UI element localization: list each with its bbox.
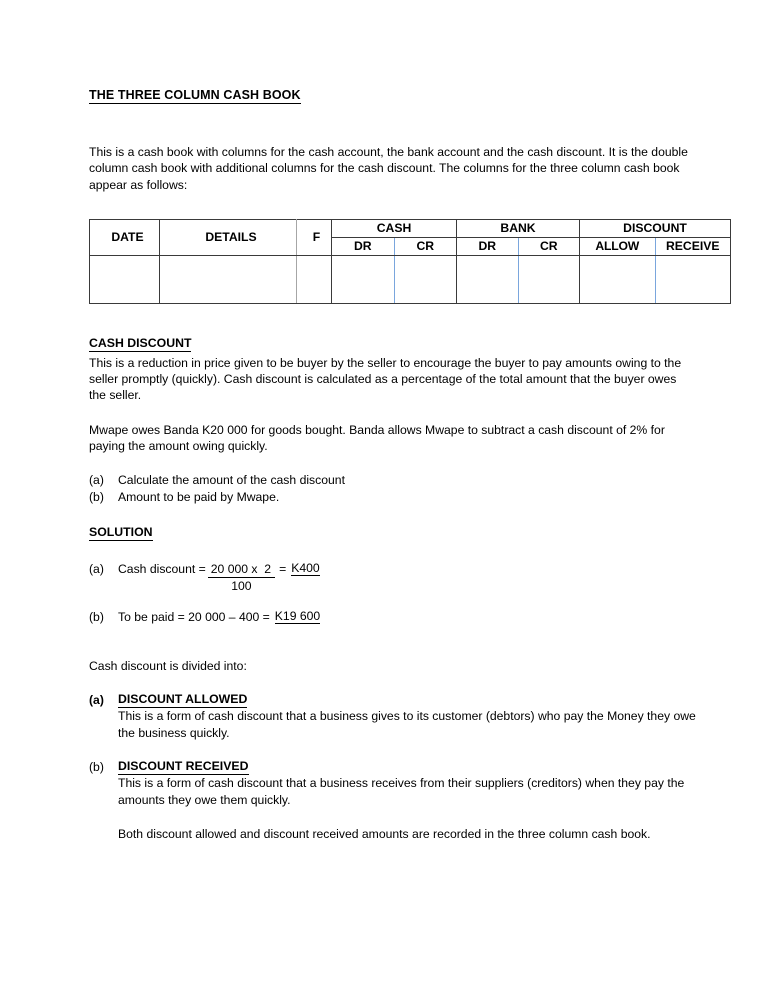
- header-discount: DISCOUNT: [580, 219, 731, 237]
- cash-discount-definition: This is a reduction in price given to be buyer by the seller to encourage the buyer to pay amounts owing to the seller promptly (quickly). Cash discount is calculated as a percentage of the total amount that the buyer owes the seller.: [89, 355, 682, 403]
- division-heading-b: DISCOUNT RECEIVED: [118, 759, 249, 775]
- cell-discount-receive[interactable]: [655, 255, 731, 303]
- header-f: F: [297, 219, 332, 255]
- division-item-a-heading-row: [89, 692, 708, 708]
- subheader-discount-receive: RECEIVE: [655, 237, 731, 255]
- cell-cash-cr[interactable]: [394, 255, 457, 303]
- three-column-cash-book-table: [89, 219, 731, 304]
- question-item-b: [89, 489, 708, 505]
- cash-discount-example: Mwape owes Banda K20 000 for goods bought. Banda allows Mwape to subtract a cash discount of 2% for paying the amount owing quickly.: [89, 422, 665, 454]
- subheader-bank-dr: DR: [457, 237, 519, 255]
- divisions-intro: Cash discount is divided into:: [89, 658, 247, 673]
- solution-fraction: [208, 561, 275, 595]
- question-label-a: (a): [89, 473, 104, 488]
- table-row: [90, 255, 731, 303]
- solution-text-a: Cash discount =: [118, 561, 206, 576]
- subheader-bank-cr: CR: [518, 237, 580, 255]
- header-cash: CASH: [332, 219, 457, 237]
- cell-cash-dr[interactable]: [332, 255, 395, 303]
- solution-heading: SOLUTION: [89, 524, 153, 539]
- solution-equals-a: =: [279, 561, 287, 576]
- intro-paragraph: This is a cash book with columns for the cash account, the bank account and the cash discount. It is the double column cash book with additional columns for the cash discount. The columns for the three column cash book appear as follows:: [89, 145, 688, 192]
- table-header-row: [90, 219, 731, 237]
- solution-label-a: (a): [89, 561, 104, 576]
- solution-part-b: [89, 609, 708, 625]
- question-label-b: (b): [89, 489, 104, 504]
- page-title-container: [89, 88, 708, 123]
- fraction-denominator: 100: [231, 579, 252, 594]
- division-heading-a: DISCOUNT ALLOWED: [118, 692, 247, 708]
- division-item-b-heading-row: [89, 759, 708, 775]
- cell-details[interactable]: [160, 255, 297, 303]
- question-item-a: [89, 472, 708, 488]
- solution-result-b: K19 600: [274, 608, 321, 623]
- cell-bank-cr[interactable]: [518, 255, 580, 303]
- cash-discount-heading: CASH DISCOUNT: [89, 335, 192, 350]
- division-body-a: This is a form of cash discount that a business gives to its customer (debtors) who pay the Money they owe the business quickly.: [118, 709, 696, 740]
- cell-f[interactable]: [297, 255, 332, 303]
- subheader-cash-cr: CR: [394, 237, 457, 255]
- subheader-cash-dr: DR: [332, 237, 395, 255]
- solution-text-b: To be paid = 20 000 – 400 =: [118, 609, 270, 624]
- subheader-discount-allow: ALLOW: [580, 237, 656, 255]
- division-body-b: This is a form of cash discount that a business receives from their suppliers (creditors) when they pay the amounts they owe them quickly.: [118, 776, 685, 807]
- header-bank: BANK: [457, 219, 580, 237]
- division-label-b: (b): [89, 760, 104, 775]
- solution-result-a: K400: [291, 560, 320, 575]
- solution-part-a: [89, 561, 708, 595]
- cell-discount-allow[interactable]: [580, 255, 656, 303]
- cash-discount-heading-container: [89, 336, 708, 352]
- question-text-a: Calculate the amount of the cash discount: [118, 473, 345, 488]
- division-label-a: (a): [89, 693, 104, 708]
- cell-date[interactable]: [90, 255, 160, 303]
- solution-label-b: (b): [89, 609, 104, 624]
- solution-heading-container: [89, 525, 708, 541]
- question-text-b: Amount to be paid by Mwape.: [118, 489, 280, 504]
- page-title: THE THREE COLUMN CASH BOOK: [89, 88, 301, 102]
- cell-bank-dr[interactable]: [457, 255, 519, 303]
- header-details: DETAILS: [160, 219, 297, 255]
- header-date: DATE: [90, 219, 160, 255]
- divisions-closing: Both discount allowed and discount received amounts are recorded in the three column cash book.: [118, 826, 651, 841]
- fraction-numerator: 20 000 x 2: [208, 561, 275, 578]
